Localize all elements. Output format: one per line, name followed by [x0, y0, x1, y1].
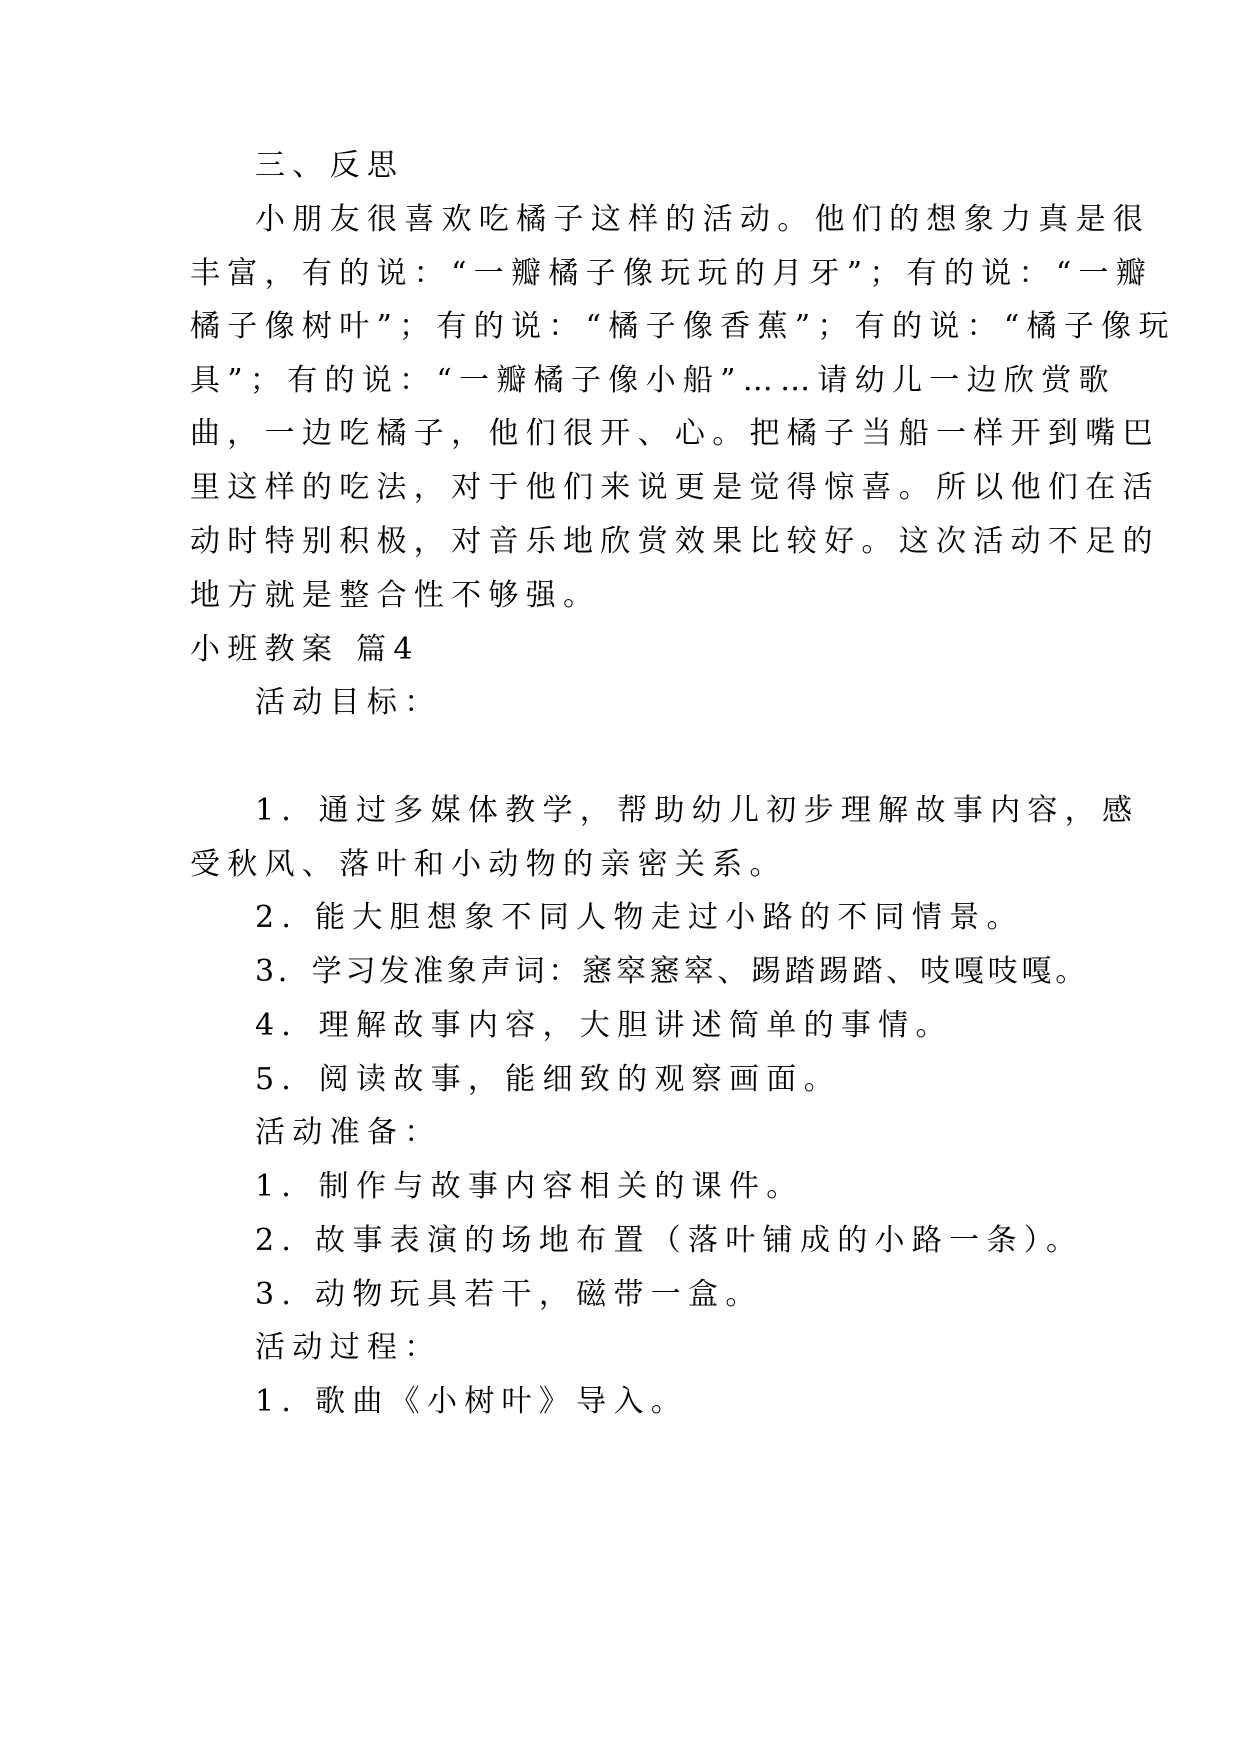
reflection-line-6: 里这样的吃法，对于他们来说更是觉得惊喜。所以他们在活	[190, 470, 1160, 505]
objective-item-2: 2. 能大胆想象不同人物走过小路的不同情景。	[255, 900, 1024, 935]
objective-item-3: 3．学习发准象声词：窸窣窸窣、踢踏踢踏、吱嘎吱嘎。	[255, 954, 1090, 989]
reflection-line-3: 橘子像树叶”；有的说：“橘子像香蕉”；有的说：“橘子像玩	[190, 309, 1176, 344]
objective-item-5: 5．阅读故事，能细致的观察画面。	[255, 1062, 841, 1097]
objective-item-1-continued: 受秋风、落叶和小动物的亲密关系。	[190, 847, 787, 882]
preparation-item-2: 2. 故事表演的场地布置（落叶铺成的小路一条）。	[255, 1223, 1084, 1258]
process-heading: 活动过程：	[255, 1330, 442, 1365]
reflection-line-2: 丰富，有的说：“一瓣橘子像玩玩的月牙”；有的说：“一瓣	[190, 256, 1154, 291]
objective-item-4: 4．理解故事内容，大胆讲述简单的事情。	[255, 1008, 953, 1043]
process-item-1: 1. 歌曲《小树叶》导入。	[255, 1384, 689, 1419]
objective-item-1: 1．通过多媒体教学，帮助幼儿初步理解故事内容，感	[255, 793, 1140, 828]
reflection-line-1: 小朋友很喜欢吃橘子这样的活动。他们的想象力真是很	[255, 202, 1151, 237]
lesson-title: 小班教案 篇4	[190, 632, 420, 667]
reflection-line-5: 曲，一边吃橘子，他们很开、心。把橘子当船一样开到嘴巴	[190, 416, 1160, 451]
preparation-item-3: 3. 动物玩具若干，磁带一盒。	[255, 1277, 763, 1312]
reflection-line-7: 动时特别积极，对音乐地欣赏效果比较好。这次活动不足的	[190, 524, 1160, 559]
reflection-line-4: 具”；有的说：“一瓣橘子像小船”……请幼儿一边欣赏歌	[190, 363, 1116, 398]
reflection-heading: 三、反思	[255, 148, 405, 183]
preparation-heading: 活动准备：	[255, 1115, 442, 1150]
preparation-item-1: 1．制作与故事内容相关的课件。	[255, 1169, 804, 1204]
objectives-heading: 活动目标：	[255, 685, 442, 720]
reflection-line-8: 地方就是整合性不够强。	[190, 578, 601, 613]
